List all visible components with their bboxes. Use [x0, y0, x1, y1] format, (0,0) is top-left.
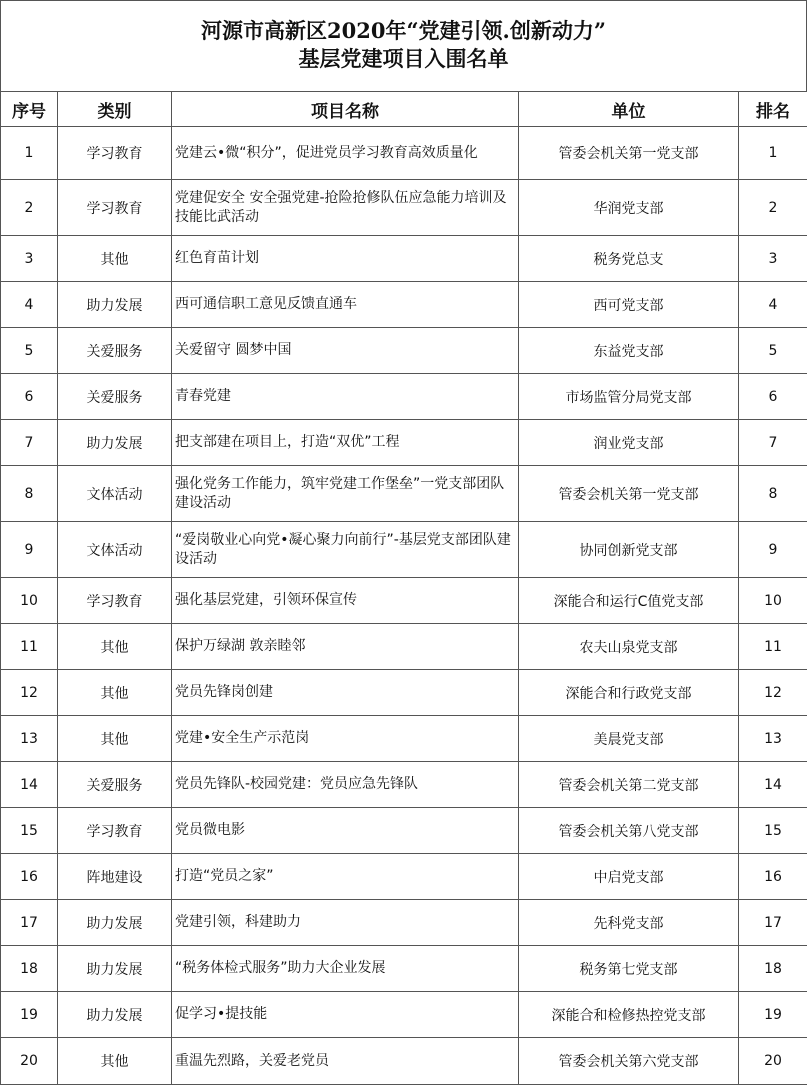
cell-unit: 西可党支部 — [519, 282, 739, 328]
cell-no: 8 — [1, 466, 58, 522]
table-header-row — [1, 92, 807, 127]
cell-unit: 润业党支部 — [519, 420, 739, 466]
cell-category: 关爱服务 — [58, 762, 172, 808]
cell-unit: 税务第七党支部 — [519, 946, 739, 992]
cell-unit: 华润党支部 — [519, 180, 739, 236]
cell-no: 15 — [1, 808, 58, 854]
cell-project: 党员先锋队-校园党建：党员应急先锋队 — [172, 762, 519, 808]
cell-no: 5 — [1, 328, 58, 374]
cell-rank: 18 — [739, 946, 807, 992]
cell-rank: 8 — [739, 466, 807, 522]
title-line-1: 河源市高新区2020年“党建引领.创新动力” — [201, 18, 606, 43]
cell-category: 文体活动 — [58, 466, 172, 522]
cell-project: “爱岗敬业心向党•凝心聚力向前行”-基层党支部团队建设活动 — [172, 522, 519, 578]
cell-no: 6 — [1, 374, 58, 420]
cell-rank: 17 — [739, 900, 807, 946]
cell-project: 党建•安全生产示范岗 — [172, 716, 519, 762]
cell-project: 党员微电影 — [172, 808, 519, 854]
cell-rank: 5 — [739, 328, 807, 374]
cell-unit: 东益党支部 — [519, 328, 739, 374]
cell-rank: 1 — [739, 127, 807, 180]
cell-category: 学习教育 — [58, 578, 172, 624]
cell-no: 1 — [1, 127, 58, 180]
cell-category: 助力发展 — [58, 992, 172, 1038]
table-row — [1, 180, 807, 236]
cell-category: 阵地建设 — [58, 854, 172, 900]
header-unit: 单位 — [519, 92, 739, 127]
cell-unit: 管委会机关第八党支部 — [519, 808, 739, 854]
cell-unit: 管委会机关第二党支部 — [519, 762, 739, 808]
header-category: 类别 — [58, 92, 172, 127]
cell-project: 把支部建在项目上，打造“双优”工程 — [172, 420, 519, 466]
table-row — [1, 670, 807, 716]
table-row — [1, 716, 807, 762]
cell-category: 其他 — [58, 236, 172, 282]
cell-project: 重温先烈路，关爱老党员 — [172, 1038, 519, 1085]
cell-unit: 农夫山泉党支部 — [519, 624, 739, 670]
cell-category: 学习教育 — [58, 127, 172, 180]
cell-category: 关爱服务 — [58, 374, 172, 420]
cell-no: 10 — [1, 578, 58, 624]
cell-category: 学习教育 — [58, 180, 172, 236]
cell-no: 13 — [1, 716, 58, 762]
table-body — [1, 127, 807, 1085]
table-row — [1, 900, 807, 946]
cell-project: 红色育苗计划 — [172, 236, 519, 282]
cell-category: 关爱服务 — [58, 328, 172, 374]
cell-rank: 3 — [739, 236, 807, 282]
cell-unit: 市场监管分局党支部 — [519, 374, 739, 420]
table-row — [1, 854, 807, 900]
cell-project: 党员先锋岗创建 — [172, 670, 519, 716]
cell-category: 助力发展 — [58, 946, 172, 992]
cell-category: 学习教育 — [58, 808, 172, 854]
table-row — [1, 762, 807, 808]
cell-no: 14 — [1, 762, 58, 808]
cell-category: 文体活动 — [58, 522, 172, 578]
cell-no: 16 — [1, 854, 58, 900]
table-row — [1, 236, 807, 282]
cell-unit: 管委会机关第一党支部 — [519, 127, 739, 180]
cell-project: “税务体检式服务”助力大企业发展 — [172, 946, 519, 992]
cell-rank: 19 — [739, 992, 807, 1038]
table-row — [1, 578, 807, 624]
cell-rank: 13 — [739, 716, 807, 762]
cell-category: 其他 — [58, 624, 172, 670]
cell-unit: 深能合和运行C值党支部 — [519, 578, 739, 624]
cell-project: 党建引领，科建助力 — [172, 900, 519, 946]
header-rank: 排名 — [739, 92, 807, 127]
cell-no: 20 — [1, 1038, 58, 1085]
cell-no: 9 — [1, 522, 58, 578]
table-row — [1, 282, 807, 328]
cell-rank: 16 — [739, 854, 807, 900]
cell-unit: 管委会机关第六党支部 — [519, 1038, 739, 1085]
cell-rank: 9 — [739, 522, 807, 578]
header-project: 项目名称 — [172, 92, 519, 127]
table-row — [1, 624, 807, 670]
cell-unit: 美晨党支部 — [519, 716, 739, 762]
cell-rank: 10 — [739, 578, 807, 624]
cell-rank: 4 — [739, 282, 807, 328]
table-row — [1, 992, 807, 1038]
cell-rank: 14 — [739, 762, 807, 808]
cell-project: 强化基层党建，引领环保宣传 — [172, 578, 519, 624]
cell-category: 其他 — [58, 716, 172, 762]
cell-rank: 12 — [739, 670, 807, 716]
cell-project: 关爱留守 圆梦中国 — [172, 328, 519, 374]
project-table — [0, 91, 807, 1085]
cell-project: 党建促安全 安全强党建-抢险抢修队伍应急能力培训及技能比武活动 — [172, 180, 519, 236]
cell-category: 其他 — [58, 670, 172, 716]
cell-project: 西可通信职工意见反馈直通车 — [172, 282, 519, 328]
table-row — [1, 808, 807, 854]
cell-project: 促学习•提技能 — [172, 992, 519, 1038]
cell-project: 保护万绿湖 敦亲睦邻 — [172, 624, 519, 670]
cell-no: 4 — [1, 282, 58, 328]
cell-category: 其他 — [58, 1038, 172, 1085]
cell-unit: 协同创新党支部 — [519, 522, 739, 578]
cell-unit: 管委会机关第一党支部 — [519, 466, 739, 522]
cell-no: 11 — [1, 624, 58, 670]
cell-unit: 先科党支部 — [519, 900, 739, 946]
cell-category: 助力发展 — [58, 282, 172, 328]
cell-no: 12 — [1, 670, 58, 716]
cell-no: 17 — [1, 900, 58, 946]
cell-unit: 深能合和行政党支部 — [519, 670, 739, 716]
cell-unit: 深能合和检修热控党支部 — [519, 992, 739, 1038]
table-row — [1, 127, 807, 180]
cell-rank: 15 — [739, 808, 807, 854]
cell-rank: 6 — [739, 374, 807, 420]
cell-no: 19 — [1, 992, 58, 1038]
cell-no: 18 — [1, 946, 58, 992]
cell-rank: 20 — [739, 1038, 807, 1085]
cell-project: 党建云•微“积分”，促进党员学习教育高效质量化 — [172, 127, 519, 180]
header-no: 序号 — [1, 92, 58, 127]
cell-category: 助力发展 — [58, 900, 172, 946]
table-row — [1, 374, 807, 420]
table-row — [1, 328, 807, 374]
cell-rank: 2 — [739, 180, 807, 236]
cell-project: 打造“党员之家” — [172, 854, 519, 900]
cell-category: 助力发展 — [58, 420, 172, 466]
title-line-2: 基层党建项目入围名单 — [298, 46, 509, 71]
table-row — [1, 946, 807, 992]
cell-unit: 中启党支部 — [519, 854, 739, 900]
cell-no: 3 — [1, 236, 58, 282]
table-row — [1, 1038, 807, 1085]
table-row — [1, 466, 807, 522]
cell-no: 2 — [1, 180, 58, 236]
cell-project: 青春党建 — [172, 374, 519, 420]
cell-rank: 11 — [739, 624, 807, 670]
cell-no: 7 — [1, 420, 58, 466]
cell-rank: 7 — [739, 420, 807, 466]
cell-unit: 税务党总支 — [519, 236, 739, 282]
table-row — [1, 522, 807, 578]
document-title — [0, 0, 807, 91]
table-row — [1, 420, 807, 466]
cell-project: 强化党务工作能力，筑牢党建工作堡垒”一党支部团队建设活动 — [172, 466, 519, 522]
